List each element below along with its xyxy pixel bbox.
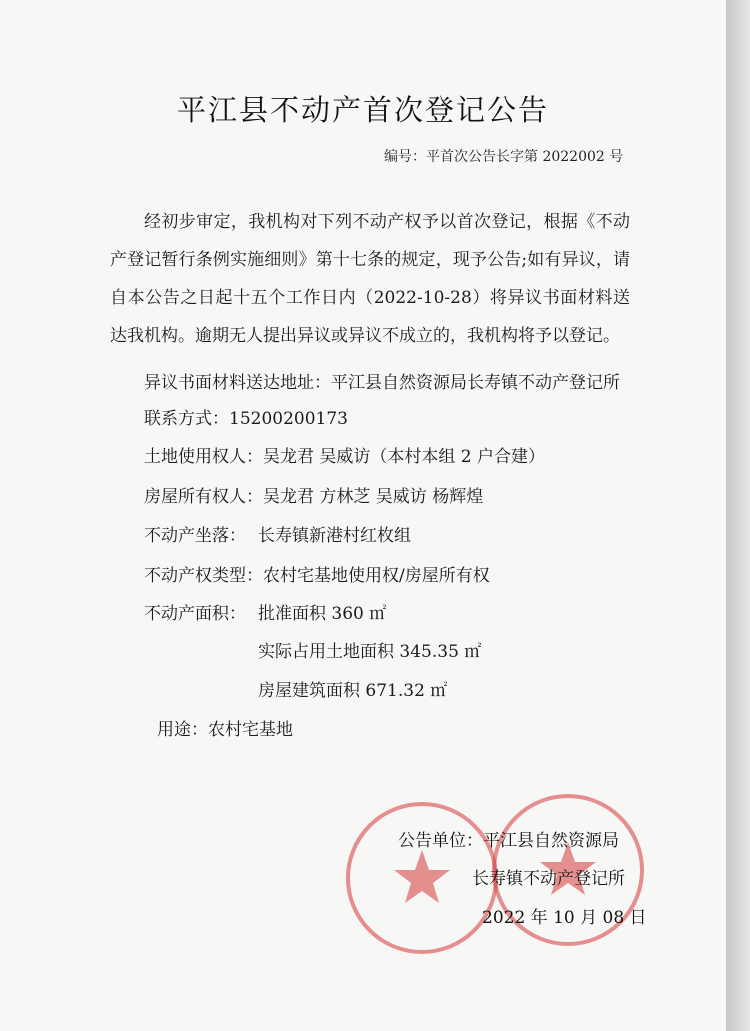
area-label: 不动产面积： (144, 604, 246, 624)
document-number: 编号：平首次公告长字第 2022002 号 (384, 149, 624, 165)
land-user: 土地使用权人：吴龙君 吴威访（本村本组 2 户合建） (144, 447, 546, 467)
issuing-unit-line2: 长寿镇不动产登记所 (472, 869, 625, 889)
house-owner: 房屋所有权人：吴龙君 方林芝 吴威访 杨辉煌 (144, 487, 484, 507)
body-paragraph: 经初步审定，我机构对下列不动产权予以首次登记，根据《不动产登记暂行条例实施细则》第十七条的规定，现予公告;如有异议，请自本公告之日起十五个工作日内（2022-10-28）将异议书面材料送达我机构。逾期无人提出异议或异议不成立的，我机构将予以登记。 (110, 212, 630, 346)
page-edge-shadow (726, 0, 750, 1031)
objection-address: 异议书面材料送达地址：平江县自然资源局长寿镇不动产登记所 (144, 373, 620, 393)
usage: 用途：农村宅基地 (157, 720, 293, 740)
issue-date: 2022 年 10 月 08 日 (482, 908, 647, 928)
area-approved: 批准面积 360 ㎡ (258, 604, 387, 624)
page-title: 平江县不动产首次登记公告 (176, 93, 549, 127)
location-value: 长寿镇新港村红枚组 (258, 526, 411, 546)
body-paragraph-block (110, 203, 630, 355)
location-label: 不动产坐落： (144, 526, 246, 546)
issuing-unit-line1: 公告单位：平江县自然资源局 (398, 831, 619, 851)
right-type: 不动产权类型：农村宅基地使用权/房屋所有权 (144, 566, 490, 586)
area-actual: 实际占用土地面积 345.35 ㎡ (258, 642, 482, 662)
area-building: 房屋建筑面积 671.32 ㎡ (258, 681, 448, 701)
contact-info: 联系方式：15200200173 (144, 409, 348, 429)
